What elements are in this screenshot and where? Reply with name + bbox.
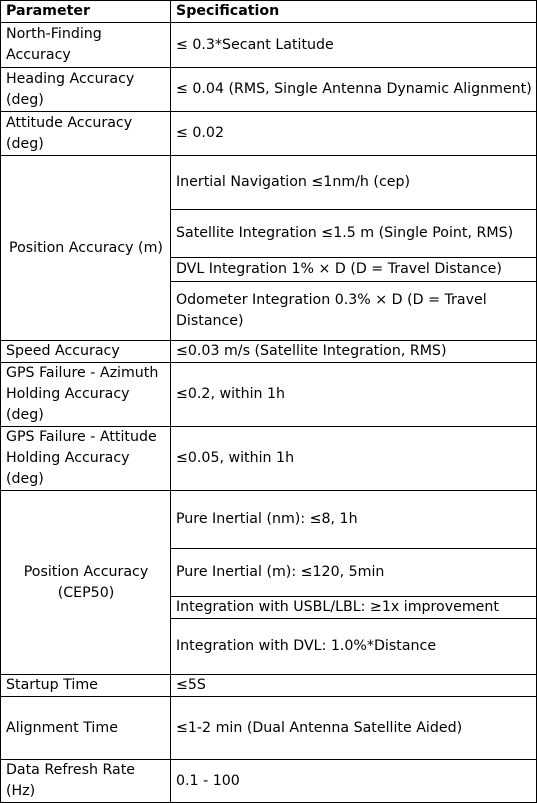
spec-north-finding: ≤ 0.3*Secant Latitude bbox=[171, 23, 537, 68]
spec-gps-attitude: ≤0.05, within 1h bbox=[171, 427, 537, 491]
spec-position-odometer: Odometer Integration 0.3% × D (D = Travel Distance) bbox=[171, 282, 537, 341]
table-row bbox=[1, 156, 537, 210]
table-row bbox=[1, 363, 537, 427]
param-heading-accuracy: Heading Accuracy (deg) bbox=[1, 68, 171, 112]
spec-position-inertial: Inertial Navigation ≤1nm/h (cep) bbox=[171, 156, 537, 210]
table-row bbox=[1, 491, 537, 549]
param-position-accuracy-cep50: Position Accuracy (CEP50) bbox=[1, 491, 171, 675]
table-row bbox=[1, 112, 537, 156]
spec-cep50-pure-nm: Pure Inertial (nm): ≤8, 1h bbox=[171, 491, 537, 549]
param-speed-accuracy: Speed Accuracy bbox=[1, 341, 171, 363]
param-gps-azimuth: GPS Failure - Azimuth Holding Accuracy (deg) bbox=[1, 363, 171, 427]
table-row bbox=[1, 675, 537, 697]
spec-cep50-pure-m: Pure Inertial (m): ≤120, 5min bbox=[171, 549, 537, 597]
spec-attitude-accuracy: ≤ 0.02 bbox=[171, 112, 537, 156]
table-row bbox=[1, 341, 537, 363]
spec-cep50-usbl: Integration with USBL/LBL: ≥1x improvement bbox=[171, 597, 537, 619]
spec-alignment-time: ≤1-2 min (Dual Antenna Satellite Aided) bbox=[171, 697, 537, 760]
header-specification: Specification bbox=[171, 1, 537, 23]
table-row bbox=[1, 23, 537, 68]
param-alignment-time: Alignment Time bbox=[1, 697, 171, 760]
spec-heading-accuracy: ≤ 0.04 (RMS, Single Antenna Dynamic Alignment) bbox=[171, 68, 537, 112]
spec-data-refresh-rate: 0.1 - 100 bbox=[171, 760, 537, 803]
spec-position-satellite: Satellite Integration ≤1.5 m (Single Point, RMS) bbox=[171, 210, 537, 258]
param-attitude-accuracy: Attitude Accuracy (deg) bbox=[1, 112, 171, 156]
spec-speed-accuracy: ≤0.03 m/s (Satellite Integration, RMS) bbox=[171, 341, 537, 363]
param-north-finding: North-Finding Accuracy bbox=[1, 23, 171, 68]
spec-cep50-dvl: Integration with DVL: 1.0%*Distance bbox=[171, 619, 537, 675]
param-position-accuracy-m: Position Accuracy (m) bbox=[1, 156, 171, 341]
header-parameter: Parameter bbox=[1, 1, 171, 23]
spec-startup-time: ≤5S bbox=[171, 675, 537, 697]
table-row bbox=[1, 697, 537, 760]
table-row bbox=[1, 760, 537, 803]
spec-position-dvl: DVL Integration 1% × D (D = Travel Distance) bbox=[171, 258, 537, 282]
param-gps-attitude: GPS Failure - Attitude Holding Accuracy (deg) bbox=[1, 427, 171, 491]
table-row bbox=[1, 427, 537, 491]
param-data-refresh-rate: Data Refresh Rate (Hz) bbox=[1, 760, 171, 803]
table-header-row bbox=[1, 1, 537, 23]
spec-gps-azimuth: ≤0.2, within 1h bbox=[171, 363, 537, 427]
table-row bbox=[1, 68, 537, 112]
param-startup-time: Startup Time bbox=[1, 675, 171, 697]
